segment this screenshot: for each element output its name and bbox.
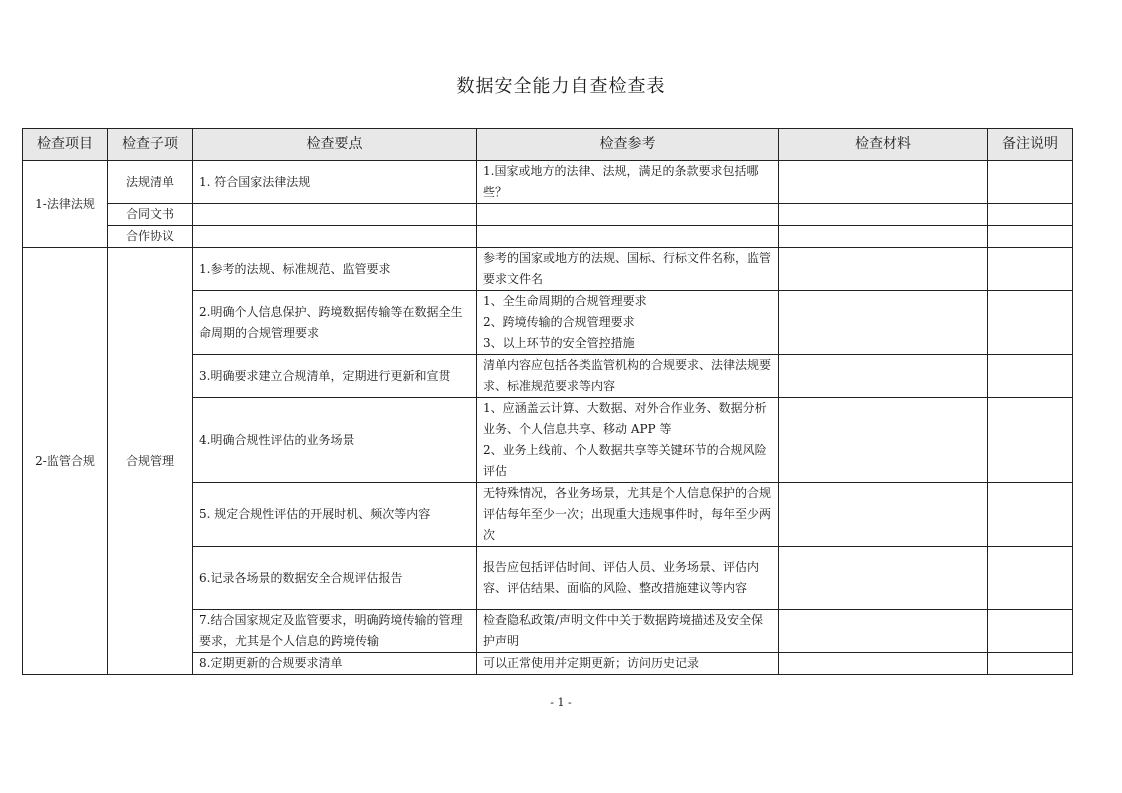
note-cell[interactable] xyxy=(988,610,1073,653)
check-subitem-cell: 合规管理 xyxy=(108,248,193,675)
check-material-cell[interactable] xyxy=(779,398,988,483)
check-point-cell: 2.明确个人信息保护、跨境数据传输等在数据全生命周期的合规管理要求 xyxy=(193,291,477,355)
note-cell[interactable] xyxy=(988,226,1073,248)
page-number: - 1 - xyxy=(550,696,572,709)
check-material-cell[interactable] xyxy=(779,204,988,226)
check-reference-cell xyxy=(477,291,779,355)
check-reference-cell xyxy=(477,248,779,291)
check-reference-cell xyxy=(477,226,779,248)
check-item-cell: 2-监管合规 xyxy=(23,248,108,675)
check-point-cell: 1. 符合国家法律法规 xyxy=(193,161,477,204)
reference-line: 1.国家或地方的法律、法规，满足的条款要求包括哪些？ xyxy=(483,164,759,199)
check-point-cell: 6.记录各场景的数据安全合规评估报告 xyxy=(193,547,477,610)
column-header-item: 检查项目 xyxy=(23,129,108,161)
table-row xyxy=(23,161,1073,204)
check-reference-cell xyxy=(477,204,779,226)
note-cell[interactable] xyxy=(988,248,1073,291)
table-row xyxy=(23,204,1073,226)
check-point-cell: 5. 规定合规性评估的开展时机、频次等内容 xyxy=(193,483,477,547)
check-material-cell[interactable] xyxy=(779,355,988,398)
reference-line: 参考的国家或地方的法规、国标、行标文件名称，监管要求文件名 xyxy=(483,251,772,286)
check-reference-cell xyxy=(477,355,779,398)
reference-line: 检查隐私政策/声明文件中关于数据跨境描述及安全保护声明 xyxy=(483,613,764,648)
reference-line: 1、全生命周期的合规管理要求 xyxy=(483,294,647,308)
check-point-cell xyxy=(193,204,477,226)
column-header-material: 检查材料 xyxy=(779,129,988,161)
check-reference-cell xyxy=(477,161,779,204)
check-reference-cell xyxy=(477,483,779,547)
check-point-cell: 4.明确合规性评估的业务场景 xyxy=(193,398,477,483)
check-material-cell[interactable] xyxy=(779,483,988,547)
check-reference-cell xyxy=(477,610,779,653)
check-point-cell: 3.明确要求建立合规清单，定期进行更新和宣贯 xyxy=(193,355,477,398)
check-material-cell[interactable] xyxy=(779,161,988,204)
reference-line: 无特殊情况，各业务场景，尤其是个人信息保护的合规评估每年至少一次；出现重大违规事件时，每年至少两次 xyxy=(483,486,772,542)
check-subitem-cell: 法规清单 xyxy=(108,161,193,204)
note-cell[interactable] xyxy=(988,483,1073,547)
reference-line: 2、业务上线前、个人数据共享等关键环节的合规风险评估 xyxy=(483,443,767,478)
check-reference-cell xyxy=(477,653,779,675)
note-cell[interactable] xyxy=(988,161,1073,204)
table-row xyxy=(23,226,1073,248)
check-point-cell xyxy=(193,226,477,248)
check-item-cell: 1-法律法规 xyxy=(23,161,108,248)
check-subitem-cell: 合同文书 xyxy=(108,204,193,226)
check-reference-cell xyxy=(477,547,779,610)
note-cell[interactable] xyxy=(988,653,1073,675)
table-header-row xyxy=(23,129,1073,161)
check-material-cell[interactable] xyxy=(779,610,988,653)
check-point-cell: 8.定期更新的合规要求清单 xyxy=(193,653,477,675)
reference-line: 报告应包括评估时间、评估人员、业务场景、评估内容、评估结果、面临的风险、整改措施建议等内容 xyxy=(483,560,760,595)
note-cell[interactable] xyxy=(988,547,1073,610)
reference-line: 可以正常使用并定期更新；访问历史记录 xyxy=(483,656,700,670)
reference-line: 清单内容应包括各类监管机构的合规要求、法律法规要求、标准规范要求等内容 xyxy=(483,358,772,393)
column-header-subitem: 检查子项 xyxy=(108,129,193,161)
table-row xyxy=(23,248,1073,291)
column-header-point: 检查要点 xyxy=(193,129,477,161)
column-header-note: 备注说明 xyxy=(988,129,1073,161)
note-cell[interactable] xyxy=(988,398,1073,483)
reference-line: 3、以上环节的安全管控措施 xyxy=(483,336,635,350)
check-material-cell[interactable] xyxy=(779,547,988,610)
check-material-cell[interactable] xyxy=(779,653,988,675)
check-reference-cell xyxy=(477,398,779,483)
note-cell[interactable] xyxy=(988,355,1073,398)
check-point-cell: 7.结合国家规定及监管要求，明确跨境传输的管理要求，尤其是个人信息的跨境传输 xyxy=(193,610,477,653)
check-subitem-cell: 合作协议 xyxy=(108,226,193,248)
note-cell[interactable] xyxy=(988,291,1073,355)
check-material-cell[interactable] xyxy=(779,291,988,355)
check-point-cell: 1.参考的法规、标准规范、监管要求 xyxy=(193,248,477,291)
reference-line: 1、应涵盖云计算、大数据、对外合作业务、数据分析业务、个人信息共享、移动 APP 等 xyxy=(483,401,767,436)
check-material-cell[interactable] xyxy=(779,226,988,248)
self-check-table xyxy=(22,128,1073,675)
check-material-cell[interactable] xyxy=(779,248,988,291)
note-cell[interactable] xyxy=(988,204,1073,226)
reference-line: 2、跨境传输的合规管理要求 xyxy=(483,315,635,329)
document-title: 数据安全能力自查检查表 xyxy=(456,76,666,97)
column-header-reference: 检查参考 xyxy=(477,129,779,161)
